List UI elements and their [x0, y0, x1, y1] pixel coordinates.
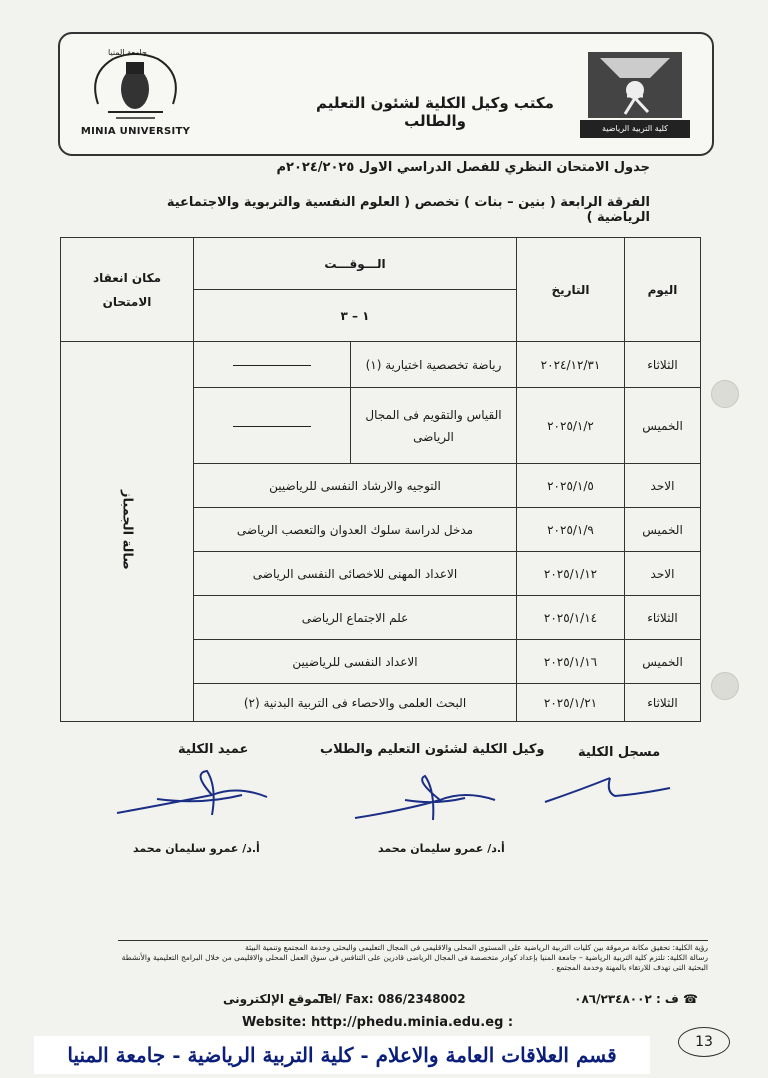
cell-empty-slot: [194, 388, 351, 464]
phone-icon: ☎: [683, 992, 698, 1006]
cell-day: الثلاثاء: [625, 596, 701, 640]
email-label: الموقع الإلكترونى: [223, 992, 329, 1006]
cell-venue: [61, 342, 194, 722]
cell-day: الاحد: [625, 464, 701, 508]
cell-day: الثلاثاء: [625, 342, 701, 388]
cell-date: ٢٠٢٥/١/٥: [517, 464, 625, 508]
cell-date: ٢٠٢٥/١/٢١: [517, 684, 625, 722]
cell-date: ٢٠٢٤/١٢/٣١: [517, 342, 625, 388]
cell-subject: مدخل لدراسة سلوك العدوان والتعصب الرياضى: [194, 508, 517, 552]
faculty-emblem-icon: [580, 48, 690, 120]
cell-subject: التوجيه والارشاد النفسى للرياضيين: [194, 464, 517, 508]
minia-university-logo: [78, 44, 193, 144]
punch-hole: [711, 380, 739, 408]
cell-subject: علم الاجتماع الرياضى: [194, 596, 517, 640]
registrar-signature: [540, 770, 680, 810]
cell-day: الاحد: [625, 552, 701, 596]
cell-date: ٢٠٢٥/١/٩: [517, 508, 625, 552]
exam-schedule-subtitle: الفرقة الرابعة ( بنين – بنات ) تخصص ( العلوم النفسية والتربوية والاجتماعية الرياضية ): [166, 195, 650, 225]
contact-line: [118, 992, 708, 1010]
cell-day: الخميس: [625, 640, 701, 684]
vice-dean-name: أ.د/ عمرو سليمان محمد: [378, 842, 505, 855]
fax-arabic: [574, 992, 698, 1006]
header-venue: [61, 238, 194, 342]
header-time-slot: ١ – ٣: [194, 290, 517, 342]
dean-signature: [112, 765, 272, 825]
exam-schedule-table: [60, 237, 701, 722]
venue-text: صالة الجمباز: [119, 490, 135, 570]
faculty-mission: رسالة الكلية: تلتزم كلية التربية الرياضية – جامعة المنيا بإعداد كوادر متخصصة فى المجال الرياضى قادرين على التنافس فى سوق العمل المحلى والاقليمى من خلال البرامج التعليمية والأنشطة البحثية التى تهدف للارتقاء بالمهنة وخدمة المجتمع .: [121, 953, 708, 972]
cell-subject: القياس والتقويم فى المجال الرياضى: [351, 388, 517, 464]
header-time: الـــوقـــت: [194, 238, 517, 290]
registrar-label: مسجل الكلية: [578, 745, 661, 760]
tel-fax: Tel/ Fax: 086/2348002: [318, 992, 466, 1006]
cell-day: الثلاثاء: [625, 684, 701, 722]
vice-dean-signature: [345, 770, 505, 830]
exam-schedule-title: جدول الامتحان النظري للفصل الدراسي الاول ٢٠٢٤/٢٠٢٥م: [276, 160, 650, 175]
cell-empty-slot: [194, 342, 351, 388]
header-day: اليوم: [625, 238, 701, 342]
header-venue-line1: مكان انعقاد: [92, 270, 162, 285]
cell-date: ٢٠٢٥/١/١٦: [517, 640, 625, 684]
punch-hole: [711, 672, 739, 700]
faculty-vision-mission: [118, 943, 708, 973]
dash-line: [233, 426, 311, 427]
cell-date: ٢٠٢٥/١/١٤: [517, 596, 625, 640]
faculty-logo-text: كلية التربية الرياضية: [580, 120, 690, 138]
minia-logo-arabic: جامعة المنيا: [108, 48, 147, 57]
footer-divider: [118, 940, 708, 941]
dean-label: عميد الكلية: [178, 742, 249, 757]
cell-subject: البحث العلمى والاحصاء فى التربية البدنية (٢): [194, 684, 517, 722]
vice-dean-label: وكيل الكلية لشئون التعليم والطلاب: [320, 742, 545, 757]
cell-subject: الاعداد المهنى للاخصائى النفسى الرياضى: [194, 552, 517, 596]
minia-logo-text: MINIA UNIVERSITY: [80, 126, 191, 137]
cell-subject: رياضة تخصصية اختيارية (١): [351, 342, 517, 388]
header-box: [58, 32, 714, 156]
cell-subject: الاعداد النفسى للرياضيين: [194, 640, 517, 684]
faculty-logo: [580, 48, 690, 143]
table-row: [61, 342, 701, 388]
dash-line: [233, 365, 311, 366]
footer-banner: قسم العلاقات العامة والاعلام - كلية التربية الرياضية - جامعة المنيا: [34, 1036, 650, 1074]
dean-name: أ.د/ عمرو سليمان محمد: [133, 842, 260, 855]
page-number: 13: [678, 1027, 730, 1057]
fax-arabic-number: ف : ٠٨٦/٢٣٤٨٠٠٢: [574, 992, 679, 1006]
header-venue-line2: الامتحان: [102, 294, 152, 309]
header-date: التاريخ: [517, 238, 625, 342]
office-title: مكتب وكيل الكلية لشئون التعليم والطالب: [316, 94, 554, 130]
table-header-row: [61, 238, 701, 290]
faculty-vision: رؤية الكلية: تحقيق مكانة مرموقة بين كليات التربية الرياضية على المستوى المحلى والاقليمى فى المجال التعليمى والبحثى وخدمة المجتمع وتنمية البيئة: [245, 943, 708, 952]
cell-date: ٢٠٢٥/١/١٢: [517, 552, 625, 596]
cell-day: الخميس: [625, 388, 701, 464]
cell-date: ٢٠٢٥/١/٢: [517, 388, 625, 464]
cell-day: الخميس: [625, 508, 701, 552]
website-link[interactable]: Website: http://phedu.minia.edu.eg :: [242, 1015, 514, 1030]
